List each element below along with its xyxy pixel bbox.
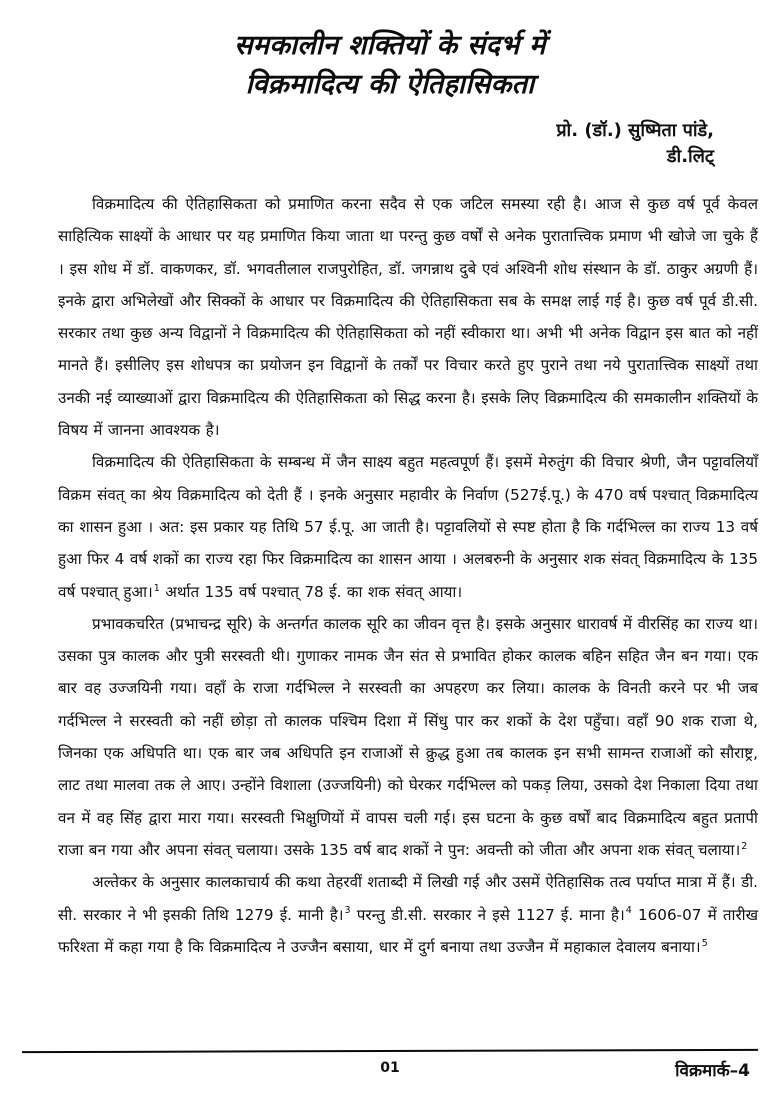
- footer-divider: [22, 1049, 758, 1053]
- paragraph-2-text-before-footnote: विक्रमादित्य की ऐतिहासिकता के सम्बन्ध में जैन साक्ष्य बहुत महत्वपूर्ण हैं। इसमें मेरुतुंग की विचार श्रेणी, जैन पट्टावलियाँ विक्रम संवत् का श्रेय विक्रमादित्य को देती हैं । इनके अनुसार महावीर के निर्वाण (527ई.पू.) के 470 वर्ष पश्चात् विक्रमादित्य का शासन हुआ । अत: इस प्रकार यह तिथि 57 ई.पू. आ जाती है। पट्टावलियों से स्पष्ट होता है कि गर्दभिल्ल का राज्य 13 वर्ष हुआ फिर 4 वर्ष शकों का राज्य रहा फिर विक्रमादित्य का शासन आया । अलबरुनी के अनुसार शक संवत् विक्रमादित्य के 135 वर्ष पश्चात् हुआ।: [58, 453, 758, 601]
- paragraph-2: [58, 446, 758, 607]
- footer-row: [22, 1058, 758, 1086]
- paragraph-2-text-after-footnote: अर्थात 135 वर्ष पश्चात् 78 ई. का शक संवत् आया।: [159, 582, 463, 601]
- paragraph-1: [58, 188, 758, 446]
- paragraph-3-text-before-footnote: प्रभावकचरित (प्रभाचन्द्र सूरि) के अन्तर्गत कालक सूरि का जीवन वृत्त है। इसके अनुसार धारावर्ष में वीरसिंह का राज्य था। उसका पुत्र कालक और पुत्री सरस्वती थी। गुणाकर नामक जैन संत से प्रभावित होकर कालक बहिन सहित जैन बन गया। एक बार वह उज्जयिनी गया। वहाँ के राजा गर्दभिल्ल ने सरस्वती का अपहरण कर लिया। कालक के विनती करने पर भी जब गर्दभिल्ल ने सरस्वती को नहीं छोड़ा तो कालक पश्चिम दिशा में सिंधु पार कर शकों के देश पहुँचा। वहाँ 90 शक राजा थे, जिनका एक अधिपति था। एक बार जब अधिपति इन राजाओं से क्रुद्ध हुआ तब कालक इन सभी सामन्त राजाओं को सौराष्ट्र, लाट तथा मालवा तक ले आए। उन्होंने विशाला (उज्जयिनी) को घेरकर गर्दभिल्ल को पकड़ लिया, उसको देश निकाला दिया तथा वन में वह सिंह द्वारा मारा गया। सरस्वती भिक्षुणियों में वापस चली गई। इस घटना के कुछ वर्षों बाद विक्रमादित्य बहुत प्रतापी राजा बन गया और अपना संवत् चलाया। उसके 135 वर्ष बाद शकों ने पुन: अवन्ती को जीता और अपना शक संवत् चलाया।: [58, 614, 758, 859]
- author-qualification: डी.लिट्: [666, 146, 714, 167]
- author-byline: [0, 118, 780, 170]
- paragraph-4: [58, 866, 758, 963]
- paragraph-4-segment-3: 1606-07 में तारीख फरिश्ता में कहा गया है कि विक्रमादित्य ने उज्जैन बसाया, धार में दुर्ग बनाया तथा उज्जैन में महाकाल देवालय बनाया।: [58, 905, 759, 956]
- series-label: विक्रमार्क–4: [675, 1061, 750, 1081]
- footnote-marker-3: 3: [344, 905, 351, 917]
- article-body: [0, 188, 780, 963]
- paragraph-1-text: विक्रमादित्य की ऐतिहासिकता को प्रमाणित करना सदैव से एक जटिल समस्या रही है। आज से कुछ वर्ष पूर्व केवल साहित्यिक साक्ष्यों के आधार पर यह प्रमाणित किया जाता था परन्तु कुछ वर्षों से अनेक पुरातात्त्विक प्रमाण भी खोजे जा चुके हैं । इस शोध में डॉ. वाकणकर, डॉ. भगवतीलाल राजपुरोहित, डॉ. जगन्नाथ दुबे एवं अश्विनी शोध संस्थान के डॉ. ठाकुर अग्रणी हैं। इनके द्वारा अभिलेखों और सिक्कों के आधार पर विक्रमादित्य की ऐतिहासिकता सब के समक्ष लाई गई है। कुछ वर्ष पूर्व डी.सी. सरकार तथा कुछ अन्य विद्वानों ने विक्रमादित्य की ऐतिहासिकता को नहीं स्वीकारा था। अभी भी अनेक विद्वान इस बात को नहीं मानते हैं। इसीलिए इस शोधपत्र का प्रयोजन इन विद्वानों के तर्कों पर विचार करते हुए पुराने तथा नये पुरातात्त्विक साक्ष्यों तथा उनकी नई व्याख्याओं द्वारा विक्रमादित्य की ऐतिहासिकता को सिद्ध करना है। इसके लिए विक्रमादित्य की समकालीन शक्तियों के विषय में जानना आवश्यक है।: [58, 195, 758, 440]
- author-name: प्रो. (डॉ.) सुष्मिता पांडे,: [556, 120, 714, 141]
- paragraph-3: [58, 608, 758, 866]
- footnote-marker-2: 2: [741, 840, 748, 852]
- footnote-marker-5: 5: [701, 937, 708, 949]
- title-line-1: समकालीन शक्तियों के संदर्भ में: [234, 30, 546, 61]
- footnote-marker-1: 1: [153, 582, 160, 594]
- title-line-2: विक्रमादित्य की ऐतिहासिकता: [245, 69, 535, 100]
- paragraph-4-segment-1: अल्तेकर के अनुसार कालकाचार्य की कथा तेहरवीं शताब्दी में लिखी गई और उसमें ऐतिहासिक तत्व पर्याप्त मात्रा में हैं। डी. सी. सरकार ने भी इसकी तिथि 1279 ई. मानी है।: [58, 873, 758, 924]
- footnote-marker-4: 4: [625, 905, 632, 917]
- page-number: 01: [380, 1060, 400, 1076]
- page-title: [0, 0, 780, 104]
- paragraph-4-segment-2: परन्तु डी.सी. सरकार ने इसे 1127 ई. माना है।: [350, 905, 625, 924]
- page-footer: [0, 1050, 780, 1086]
